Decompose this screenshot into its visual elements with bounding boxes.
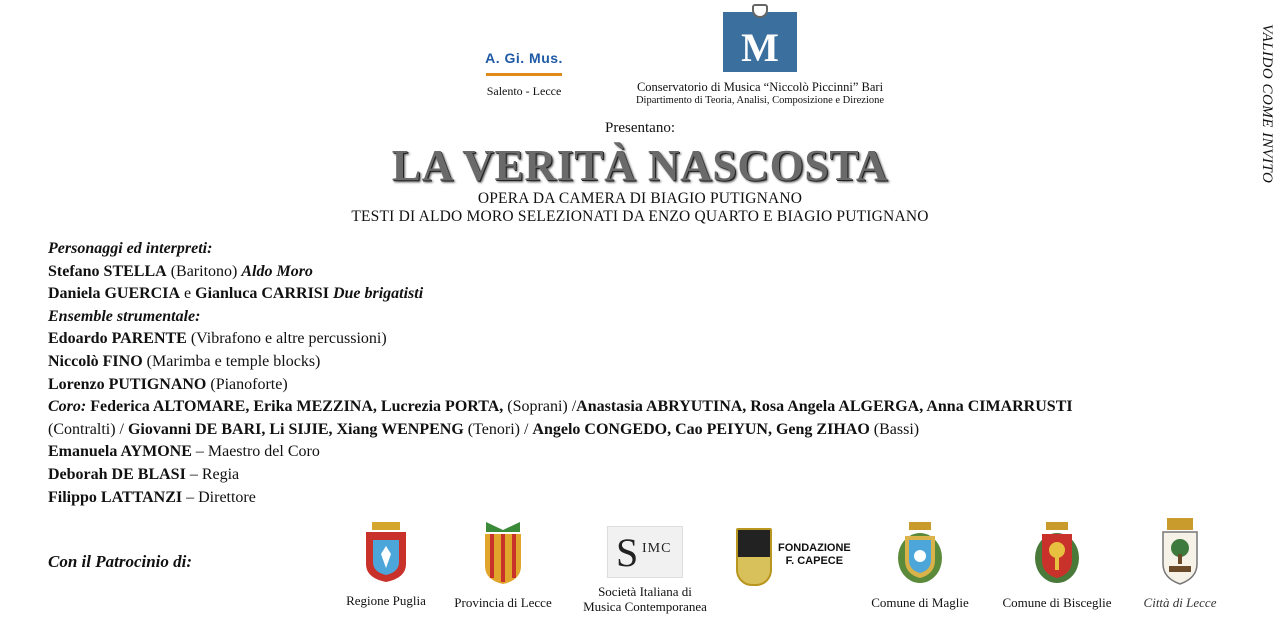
cast-line-stella [48, 261, 1248, 284]
simc-mark [607, 526, 683, 578]
capece-shield-icon [736, 528, 772, 586]
performer-name: Edoardo PARENTE [48, 330, 187, 348]
patronage-label: Con il Patrocinio di: [48, 552, 193, 571]
voice-section: (Contralti) / [48, 420, 128, 438]
agimus-logo-text: A. Gi. Mus. [485, 50, 563, 66]
side-note: VALIDO COME INVITO [1259, 24, 1275, 184]
performer-name: Deborah DE BLASI [48, 465, 186, 483]
comune-bisceglie-shield-icon [1032, 520, 1082, 586]
comune-maglie-caption: Comune di Maglie [871, 595, 969, 610]
simc-logo-imc: IMC [642, 541, 672, 556]
citta-lecce-logo [1134, 516, 1226, 610]
simc-logo [570, 526, 720, 614]
comune-maglie-shield-icon [895, 520, 945, 586]
performer-name: Daniela GUERCIA [48, 285, 181, 303]
instrument: (Marimba e temple blocks) [142, 352, 321, 370]
credit-line-aymone [48, 441, 1248, 464]
coro-line-1 [48, 396, 1248, 419]
heading-personaggi: Personaggi ed interpreti: [48, 240, 213, 257]
crest-icon [752, 4, 768, 18]
provincia-lecce-logo [446, 520, 560, 610]
performer-name: Lorenzo PUTIGNANO [48, 375, 207, 393]
instrument: (Vibrafono e altre percussioni) [186, 330, 387, 348]
ensemble-line-fino [48, 351, 1248, 374]
presentano-label: Presentano: [605, 120, 675, 136]
credit-role: – Maestro del Coro [191, 443, 320, 461]
tenor-names: Giovanni DE BARI, Li SIJIE, Xiang WENPENG [127, 420, 464, 438]
coro-label: Coro: [48, 398, 87, 416]
bass-names: Angelo CONGEDO, Cao PEIYUN, Geng ZIHAO [532, 420, 870, 438]
voice-section: (Tenori) / [463, 420, 533, 438]
performer-name: Filippo LATTANZI [48, 488, 183, 506]
role-name: Due brigatisti [332, 285, 424, 303]
fondazione-capece-logo [736, 524, 856, 590]
comune-maglie-logo [862, 520, 978, 610]
provincia-lecce-shield-icon [480, 520, 526, 586]
citta-lecce-caption: Città di Lecce [1143, 595, 1217, 610]
performer-name: Stefano STELLA [48, 262, 167, 280]
soprano-names: Federica ALTOMARE, Erika MEZZINA, Lucrezia PORTA, [86, 398, 504, 416]
voice-section: (Bassi) [869, 420, 920, 438]
credit-role: – Regia [185, 465, 240, 483]
credit-line-lattanzi [48, 487, 1248, 510]
conservatorio-dept: Dipartimento di Teoria, Analisi, Composizione e Direzione [635, 95, 885, 106]
agimus-caption: Salento - Lecce [486, 84, 562, 98]
conservatorio-logo-block [620, 12, 900, 106]
regione-puglia-shield-icon [363, 520, 409, 584]
performer-name: Emanuela AYMONE [48, 443, 192, 461]
simc-caption-line1: Società Italiana di [598, 584, 692, 599]
regione-puglia-caption: Regione Puglia [346, 593, 426, 608]
ensemble-line-parente [48, 328, 1248, 351]
subtitle-testi: TESTI DI ALDO MORO SELEZIONATI DA ENZO QUARTO E BIAGIO PUTIGNANO [351, 208, 929, 225]
voice-type: (Baritono) [166, 262, 242, 280]
coro-line-2 [48, 419, 1248, 442]
performer-name: Gianluca CARRISI [195, 285, 329, 303]
provincia-lecce-caption: Provincia di Lecce [454, 595, 552, 610]
credit-line-deblasi [48, 464, 1248, 487]
agimus-logo-block [482, 50, 566, 99]
subtitle-opera: OPERA DA CAMERA DI BIAGIO PUTIGNANO [477, 190, 803, 207]
role-name: Aldo Moro [241, 262, 313, 280]
heading-ensemble: Ensemble strumentale: [48, 307, 201, 325]
voice-section: (Soprani) / [503, 398, 577, 416]
ensemble-line-putignano [48, 374, 1248, 397]
capece-line1: FONDAZIONE [778, 542, 851, 554]
comune-bisceglie-logo [992, 520, 1122, 610]
cast-line-brigatisti [48, 283, 1248, 306]
comune-bisceglie-caption: Comune di Bisceglie [1002, 595, 1112, 610]
conjunction: e [180, 285, 196, 303]
credit-role: – Direttore [182, 488, 256, 506]
agimus-logo [484, 50, 564, 78]
conservatorio-name: Conservatorio di Musica “Niccolò Piccinni” Bari [636, 80, 884, 94]
performer-name: Niccolò FINO [48, 352, 143, 370]
simc-logo-s: S [616, 530, 639, 575]
page-title: LA VERITÀ NASCOSTA [391, 141, 889, 190]
capece-line2: F. CAPECE [785, 555, 844, 567]
regione-puglia-logo [338, 520, 434, 608]
citta-lecce-shield-icon [1159, 516, 1201, 586]
conservatorio-logo: M [723, 12, 797, 72]
cast-list [48, 238, 1248, 509]
contralto-names: Anastasia ABRYUTINA, Rosa Angela ALGERGA, Anna CIMARRUSTI [576, 398, 1073, 416]
simc-caption-line2: Musica Contemporanea [583, 599, 707, 614]
instrument: (Pianoforte) [206, 375, 288, 393]
